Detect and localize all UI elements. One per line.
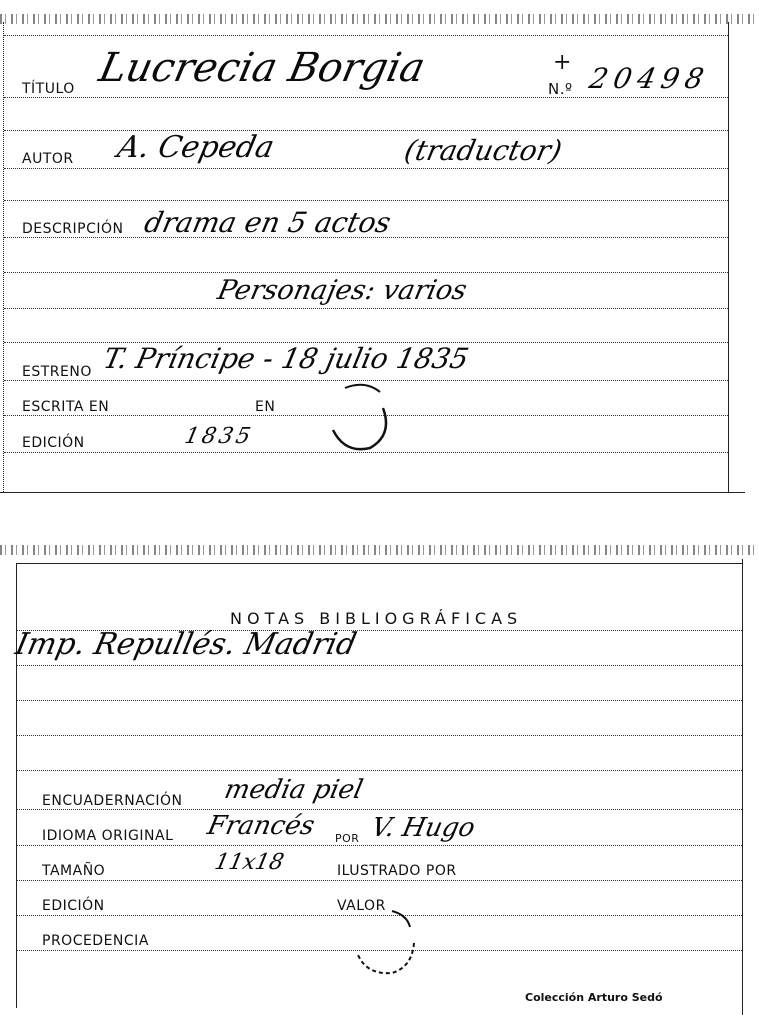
ruled-line: [16, 700, 742, 701]
ruled-line: [4, 130, 728, 131]
card-right-border: [728, 22, 729, 492]
personajes-value: Personajes: varios: [214, 275, 470, 306]
titulo-value: Lucrecia Borgia: [95, 45, 430, 91]
ruled-line: [4, 308, 728, 309]
card-left-border: [3, 22, 4, 492]
descripcion-label: DESCRIPCIÓN: [22, 221, 124, 237]
por-label: POR: [335, 832, 360, 845]
escrita-en-label: ESCRITA EN: [22, 399, 110, 415]
ruled-line: [16, 845, 742, 846]
ruled-line: [4, 200, 728, 201]
autor-value: A. Cepeda: [114, 130, 278, 165]
ruled-line: [16, 770, 742, 771]
idioma-original-label: IDIOMA ORIGINAL: [42, 828, 174, 844]
descripcion-value: drama en 5 actos: [141, 206, 394, 239]
ruled-line: [16, 880, 742, 881]
estreno-label: ESTRENO: [22, 364, 92, 380]
stamp-mark: [325, 380, 395, 455]
card-right-border: [742, 559, 743, 1015]
ruled-line: [4, 35, 728, 36]
por-value: V. Hugo: [368, 813, 478, 843]
stamp-mark: [352, 905, 422, 980]
ruled-line: [16, 665, 742, 666]
estreno-value: T. Príncipe - 18 julio 1835: [100, 342, 472, 375]
valor-label: VALOR: [337, 898, 386, 914]
card-edge-speckle: [0, 14, 759, 24]
ruled-line: [4, 272, 728, 273]
numero-value: 20498: [586, 62, 713, 95]
catalog-card-bottom: [0, 545, 759, 1015]
ilustrado-por-label: ILUSTRADO POR: [337, 863, 457, 879]
idioma-original-value: Francés: [204, 811, 318, 841]
numero-label: N.º: [548, 80, 573, 98]
ruled-line: [16, 809, 742, 810]
en-label: EN: [255, 399, 276, 415]
notes-value: Imp. Repullés. Madrid: [12, 627, 360, 662]
encuadernacion-label: ENCUADERNACIÓN: [42, 793, 183, 809]
cross-mark: +: [553, 50, 572, 75]
edicion-value: 1835: [182, 424, 256, 449]
encuadernacion-value: media piel: [221, 775, 366, 805]
titulo-label: TÍTULO: [22, 81, 75, 97]
ruled-line: [4, 97, 728, 98]
ruled-line: [16, 735, 742, 736]
edicion-label: EDICIÓN: [42, 898, 105, 914]
tamano-label: TAMAÑO: [42, 863, 106, 879]
tamano-value: 11x18: [212, 850, 287, 875]
autor-label: AUTOR: [22, 151, 74, 167]
collection-footer: Colección Arturo Sedó: [525, 991, 663, 1004]
notas-bibliograficas-heading: NOTAS BIBLIOGRÁFICAS: [230, 609, 523, 628]
card-top-edge: [16, 563, 742, 564]
edicion-label: EDICIÓN: [22, 435, 85, 451]
card-edge-speckle: [0, 545, 759, 555]
catalog-card-top: [0, 0, 759, 495]
ruled-line: [4, 168, 728, 169]
autor-note-value: (traductor): [401, 134, 565, 167]
card-bottom-edge: [0, 492, 745, 493]
procedencia-label: PROCEDENCIA: [42, 933, 149, 949]
